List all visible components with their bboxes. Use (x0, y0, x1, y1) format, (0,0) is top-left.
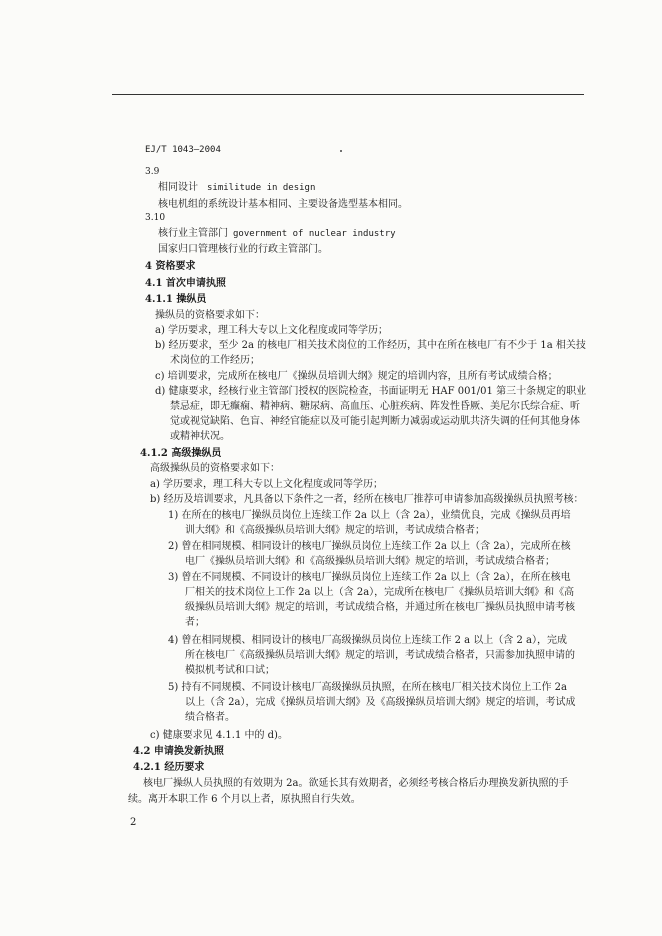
body-text: 续。离开本职工作 6 个月以上者，原执照自行失效。 (128, 794, 361, 805)
page-number: 2 (130, 817, 137, 828)
sub-list-item-continued: 绩合格者。 (185, 712, 235, 723)
sub-list-item-continued: 所在核电厂《高级操纵员培训大纲》规定的培训，考试成绩合格者，只需参加执照申请的 (185, 650, 575, 661)
sub-list-item-continued: 电厂《操纵员培训大纲》和《高级操纵员培训大纲》规定的培训，考试成绩合格者； (185, 556, 555, 567)
term-zh: 相同设计 (158, 182, 198, 193)
sub-list-item-continued: 以上（含 2a），完成《操纵员培训大纲》及《高级操纵员培训大纲》规定的培训，考试成 (185, 697, 576, 708)
list-item: b) 经历要求，至少 2a 的核电厂相关技术岗位的工作经历，其中在所在核电厂有不少于 1a 相关技 (155, 340, 586, 351)
body-text: 操纵员的资格要求如下： (155, 310, 265, 321)
clause-heading: 4.1.2 高级操纵员 (140, 448, 222, 459)
subsection-heading: 4.2 申请换发新执照 (133, 746, 224, 757)
sub-list-item-continued: 训大纲》和《高级操纵员培训大纲》规定的培训，考试成绩合格者； (185, 525, 485, 536)
list-item-continued: 觉或视觉缺陷、色盲、神经官能症以及可能引起判断力减弱或运动肌共济失调的任何其他身体 (170, 416, 580, 427)
term-en: similitude in design (207, 183, 316, 193)
sub-list-item: 1) 在所在的核电厂操纵员岗位上连续工作 2a 以上（含 2a），业绩优良，完成《操纵员再培 (168, 510, 571, 521)
sub-list-item: 5) 持有不同规模、不同设计核电厂高级操纵员执照，在所在核电厂相关技术岗位上工作 2a (168, 682, 567, 693)
definition-text: 核电机组的系统设计基本相同、主要设备选型基本相同。 (158, 199, 408, 210)
speck-mark (340, 150, 342, 152)
subsection-heading: 4.1 首次申请执照 (145, 278, 226, 289)
definition-text: 国家归口管理核行业的行政主管部门。 (158, 244, 328, 255)
sub-list-item-continued: 者； (185, 617, 205, 628)
sub-list-item: 4) 曾在相同规模、相同设计的核电厂高级操纵员岗位上连续工作 2 a 以上（含 2 a），完成 (168, 635, 567, 646)
term-zh: 核行业主管部门 (158, 228, 228, 239)
list-item-continued: 术岗位的工作经历； (170, 355, 260, 366)
sub-list-item-continued: 厂相关的技术岗位上工作 2a 以上（含 2a），完成所在核电厂《操纵员培训大纲》和《高 (185, 587, 575, 598)
list-item: c) 培训要求，完成所在核电厂《操纵员培训大纲》规定的培训内容，且所有考试成绩合格； (155, 371, 558, 382)
list-item-continued: 或精神状况。 (170, 431, 230, 442)
clause-heading: 4.1.1 操纵员 (145, 294, 207, 305)
list-item-continued: 禁忌症，即无癫痫、精神病、糖尿病、高血压、心脏疾病、阵发性昏厥、美尼尔氏综合症、听 (170, 401, 580, 412)
clause-number: 3.10 (145, 213, 166, 223)
list-item: b) 经历及培训要求，凡具备以下条件之一者，经所在核电厂推荐可申请参加高级操纵员执照考核： (150, 494, 584, 505)
list-item: d) 健康要求，经核行业主管部门授权的医院检查，书面证明无 HAF 001/01 第三十条规定的职业 (155, 386, 587, 397)
sub-list-item: 2) 曾在相同规模、相同设计的核电厂操纵员岗位上连续工作 2a 以上（含 2a），完成所在核 (168, 541, 571, 552)
body-text: 高级操纵员的资格要求如下： (150, 463, 280, 474)
list-item: a) 学历要求，理工科大专以上文化程度或同等学历； (150, 479, 384, 490)
section-heading: 4 资格要求 (145, 261, 196, 272)
sub-list-item-continued: 级操纵员培训大纲》规定的培训，考试成绩合格，并通过所在核电厂操纵员执照申请考核 (185, 602, 575, 613)
list-item: c) 健康要求见 4.1.1 中的 d)。 (150, 730, 288, 741)
body-text: 核电厂操纵人员执照的有效期为 2a。欲延长其有效期者，必须经考核合格后办理换发新执照的手 (143, 778, 569, 789)
list-item: a) 学历要求，理工科大专以上文化程度或同等学历； (155, 325, 389, 336)
term-en: government of nuclear industry (233, 229, 396, 239)
clause-number: 3.9 (145, 167, 160, 177)
sub-list-item-continued: 模拟机考试和口试； (185, 665, 275, 676)
document-code: EJ/T 1043—2004 (145, 145, 221, 155)
sub-list-item: 3) 曾在不同规模、不同设计的核电厂操纵员岗位上连续工作 2a 以上（含 2a），在所在核电 (168, 572, 571, 583)
top-rule (112, 94, 584, 95)
clause-heading: 4.2.1 经历要求 (133, 762, 205, 773)
